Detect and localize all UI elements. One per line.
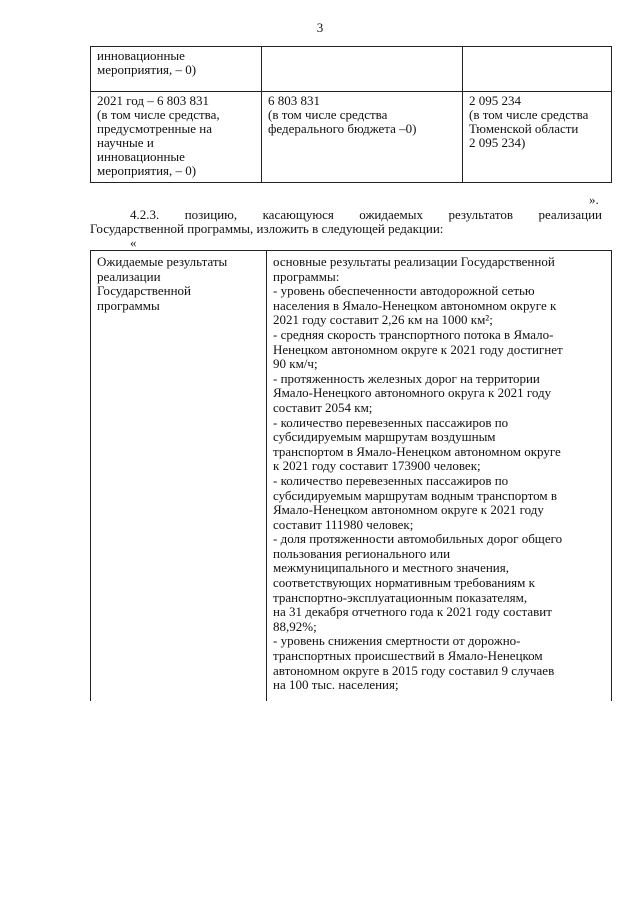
cell-line: мероприятия, – 0): [97, 62, 197, 77]
result-line: транспортно-эксплуатационным показателям,: [273, 589, 528, 605]
table-cell: [463, 92, 612, 183]
funding-table: [90, 46, 612, 183]
table-cell: [91, 251, 267, 702]
result-line: пользования регионального или: [273, 545, 451, 561]
result-line: составит 2054 км;: [273, 399, 373, 415]
table-cell: [267, 251, 612, 702]
cell-line: Ожидаемые результаты: [97, 254, 228, 269]
cell-line: (в том числе средства: [268, 107, 388, 122]
cell-line: реализации: [97, 268, 161, 284]
table-row: [91, 47, 612, 92]
cell-line: предусмотренные на: [97, 121, 213, 136]
cell-line: 2 095 234): [469, 135, 526, 150]
result-line: 2021 году составит 2,26 км на 1000 км²;: [273, 312, 493, 328]
table-cell: [91, 92, 262, 183]
cell-line: научные и: [97, 135, 154, 150]
result-line: на 100 тыс. населения;: [273, 677, 399, 693]
result-line: субсидируемым маршрутам воздушным: [273, 429, 496, 445]
cell-line: программы: [97, 297, 160, 313]
cell-line: Тюменской области: [469, 121, 579, 136]
result-line: межмуниципального и местного значения,: [273, 560, 509, 576]
cell-line: (в том числе средства: [469, 107, 589, 122]
result-line: к 2021 году составит 173900 человек;: [273, 458, 481, 474]
cell-line: инновационные: [97, 149, 185, 164]
result-line: соответствующих нормативным требованиям к: [273, 575, 535, 591]
cell-line: инновационные: [97, 48, 185, 63]
cell-line: мероприятия, – 0): [97, 163, 197, 178]
result-line: субсидируемым маршрутам водным транспортом в: [273, 487, 557, 503]
result-line: - протяженность железных дорог на территории: [273, 370, 540, 386]
cell-line: 6 803 831: [268, 93, 320, 108]
result-line: транспортных происшествий в Ямало-Ненецком: [273, 648, 543, 664]
cell-line: федерального бюджета –0): [268, 121, 417, 136]
result-line: на 31 декабря отчетного года к 2021 году составит: [273, 604, 552, 620]
cell-line: 2021 год – 6 803 831: [97, 93, 209, 108]
result-line: 88,92%;: [273, 618, 317, 634]
result-line: основные результаты реализации Государственной: [273, 254, 555, 269]
table-cell: [262, 92, 463, 183]
amendment-paragraph: [90, 208, 602, 236]
result-line: - уровень обеспеченности автодорожной сетью: [273, 283, 535, 299]
result-line: транспортом в Ямало-Ненецком автономном округе: [273, 443, 561, 459]
table-row: [91, 251, 612, 702]
paragraph-line: Государственной программы, изложить в следующей редакции:: [90, 221, 444, 236]
result-line: составит 111980 человек;: [273, 516, 414, 532]
result-line: - количество перевезенных пассажиров по: [273, 472, 509, 488]
closing-quote: ».: [589, 192, 599, 207]
result-line: Ямало-Ненецкого автономного округа к 2021 году: [273, 385, 552, 401]
result-line: Ненецком автономном округе к 2021 году достигнет: [273, 341, 563, 357]
table-cell: [262, 47, 463, 92]
table-row: [91, 92, 612, 183]
result-line: автономном округе в 2015 году составил 9 случаев: [273, 662, 555, 678]
result-line: - уровень снижения смертности от дорожно-: [273, 633, 521, 649]
result-line: населения в Ямало-Ненецком автономном округе к: [273, 297, 557, 313]
page-number: 3: [316, 20, 324, 35]
cell-line: (в том числе средства,: [97, 107, 220, 122]
result-line: - доля протяженности автомобильных дорог общего: [273, 531, 563, 547]
cell-line: Государственной: [97, 283, 192, 299]
paragraph-line: 4.2.3. позицию, касающуюся ожидаемых результатов реализации: [130, 207, 602, 222]
table-cell: [463, 47, 612, 92]
cell-line: 2 095 234: [469, 93, 521, 108]
result-line: - средняя скорость транспортного потока в Ямало-: [273, 326, 554, 342]
result-line: Ямало-Ненецком автономном округе к 2021 году: [273, 502, 544, 518]
expected-results-table: [90, 250, 612, 701]
table-cell: [91, 47, 262, 92]
result-line: - количество перевезенных пассажиров по: [273, 414, 509, 430]
opening-quote: «: [130, 235, 137, 250]
result-line: программы:: [273, 268, 340, 284]
result-line: 90 км/ч;: [273, 356, 318, 372]
